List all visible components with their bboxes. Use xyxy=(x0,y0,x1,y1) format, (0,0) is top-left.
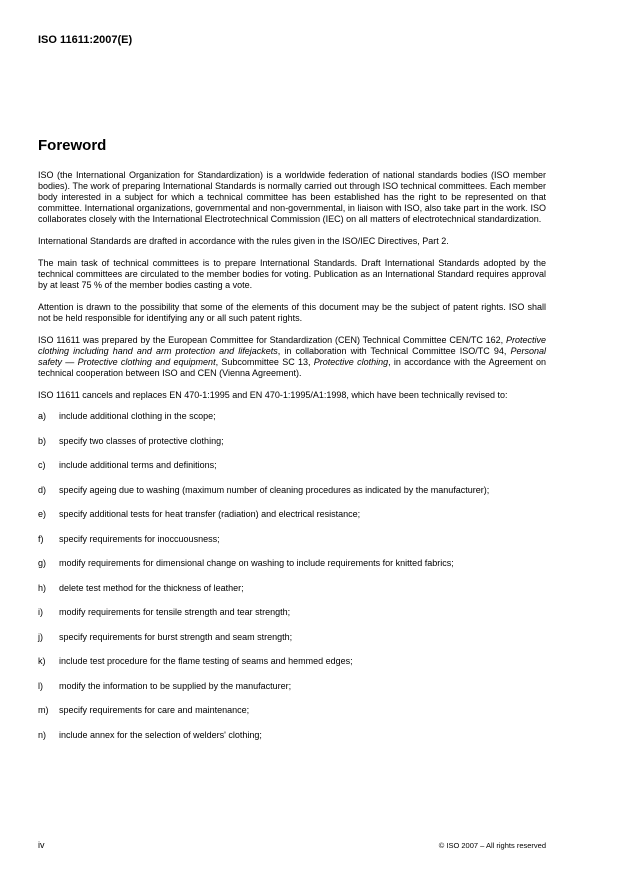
list-item xyxy=(38,656,546,667)
paragraph-iso-intro: ISO (the International Organization for Standardization) is a worldwide federation of national standards bodies (ISO member bodies). The work of preparing International Standards is normally carried out through ISO technical committees. Each member body interested in a subject for which a technical committee has been established has the right to be represented on that committee. International organizations, governmental and non-governmental, in liaison with ISO, also take part in the work. ISO collaborates closely with the International Electrotechnical Commission (IEC) on all matters of electrotechnical standardization. xyxy=(38,170,546,224)
list-item xyxy=(38,730,546,741)
list-item xyxy=(38,485,546,496)
list-item-label: a) xyxy=(38,411,47,421)
committee-title-iso: Personal safety — Protective clothing and equipment xyxy=(38,346,546,367)
list-item-text: include additional clothing in the scope; xyxy=(59,411,216,421)
list-item xyxy=(38,681,546,692)
list-item-text: include additional terms and definitions; xyxy=(59,460,217,470)
list-item-text: specify two classes of protective clothing; xyxy=(59,435,224,446)
preparation-text-1: ISO 11611 was prepared by the European Committee for Standardization (CEN) Technical Committee CEN/TC 162, xyxy=(38,335,506,345)
list-item-label: j) xyxy=(38,631,43,642)
list-item-text: modify the information to be supplied by the manufacturer; xyxy=(59,680,292,691)
list-item-label: k) xyxy=(38,656,46,666)
preparation-text-4: , in accordance with the Agreement on technical cooperation between ISO and CEN (Vienna Agreement). xyxy=(38,357,546,378)
list-item xyxy=(38,534,546,545)
paragraph-revision-intro: ISO 11611 cancels and replaces EN 470-1:1995 and EN 470-1:1995/A1:1998, which have been technically revised to: xyxy=(38,390,508,400)
list-item-label: i) xyxy=(38,607,43,617)
list-item xyxy=(38,583,546,594)
preparation-text-2: , in collaboration with Technical Committee ISO/TC 94, xyxy=(277,346,511,356)
page-number: iv xyxy=(38,840,45,850)
list-item-label: f) xyxy=(38,533,44,544)
list-item-text: modify requirements for tensile strength and tear strength; xyxy=(59,607,291,617)
revision-list xyxy=(38,411,546,741)
list-item-label: e) xyxy=(38,509,47,519)
subcommittee-title: Protective clothing xyxy=(313,357,389,367)
list-item-text: delete test method for the thickness of leather; xyxy=(59,582,244,593)
paragraph-preparation xyxy=(38,335,546,379)
list-item-text: specify requirements for burst strength and seam strength; xyxy=(59,631,293,642)
list-item-text: specify ageing due to washing (maximum number of cleaning procedures as indicated by the manufacturer); xyxy=(59,484,490,495)
page-title: Foreword xyxy=(38,137,107,154)
list-item-text: include annex for the selection of welders' clothing; xyxy=(59,729,262,740)
preparation-text-3: , Subcommittee SC 13, xyxy=(215,357,314,367)
list-item xyxy=(38,436,546,447)
list-item xyxy=(38,607,546,618)
list-item xyxy=(38,558,546,569)
list-item xyxy=(38,411,546,422)
list-item-label: b) xyxy=(38,435,47,446)
paragraph-drafting-rules: International Standards are drafted in accordance with the rules given in the ISO/IEC Directives, Part 2. xyxy=(38,236,449,246)
paragraph-patent-rights: Attention is drawn to the possibility that some of the elements of this document may be the subject of patent rights. ISO shall not be held responsible for identifying any or all such patent rights. xyxy=(38,302,546,323)
document-id-header: ISO 11611:2007(E) xyxy=(38,34,133,46)
paragraph-committee-task: The main task of technical committees is to prepare International Standards. Draft International Standards adopted by the technical committees are circulated to the member bodies for voting. Publication as an International Standard requires approval by at least 75 % of the member bodies casting a vote. xyxy=(38,258,546,290)
list-item-label: m) xyxy=(38,705,49,715)
list-item-label: g) xyxy=(38,558,47,568)
list-item-text: modify requirements for dimensional change on washing to include requirements for knitted fabrics; xyxy=(59,558,454,568)
list-item xyxy=(38,632,546,643)
list-item-label: d) xyxy=(38,484,47,495)
list-item-text: specify additional tests for heat transfer (radiation) and electrical resistance; xyxy=(59,509,361,519)
list-item-label: l) xyxy=(38,680,43,691)
list-item-label: n) xyxy=(38,729,47,740)
list-item xyxy=(38,705,546,716)
list-item-label: c) xyxy=(38,460,46,470)
document-body xyxy=(38,170,546,754)
list-item-label: h) xyxy=(38,582,47,593)
list-item-text: specify requirements for care and maintenance; xyxy=(59,705,250,715)
list-item xyxy=(38,460,546,471)
list-item-text: specify requirements for inoccuousness; xyxy=(59,533,220,544)
copyright-notice: © ISO 2007 – All rights reserved xyxy=(438,841,546,850)
list-item xyxy=(38,509,546,520)
committee-title-cen: Protective clothing including hand and arm protection and lifejackets xyxy=(38,335,546,356)
list-item-text: include test procedure for the flame testing of seams and hemmed edges; xyxy=(59,656,353,666)
